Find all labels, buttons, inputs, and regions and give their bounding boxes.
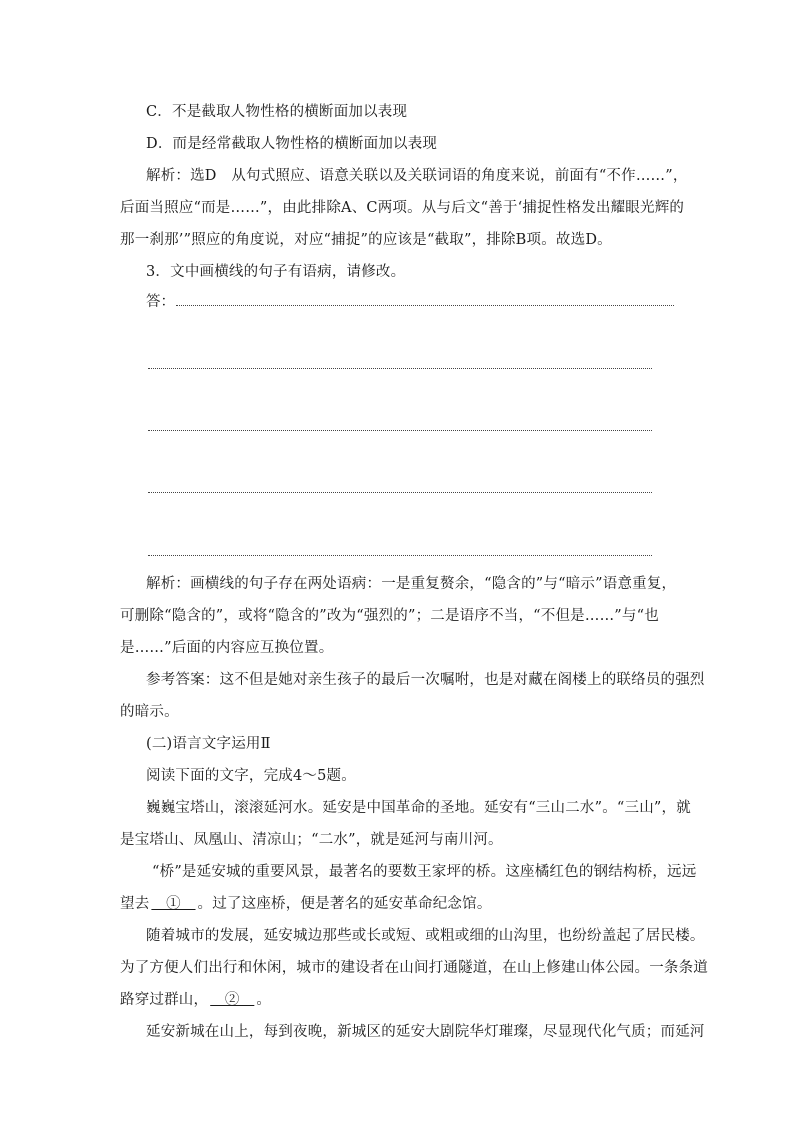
para4-line-1: 延安新城在山上，每到夜晚，新城区的延安大剧院华灯璀璨，尽显现代化气质；而延河 xyxy=(146,1024,705,1040)
answer-line-2[interactable] xyxy=(148,368,652,369)
blank-2[interactable]: ② xyxy=(210,992,255,1008)
reference-answer-line-2: 的暗示。 xyxy=(120,704,179,720)
para1-line-2: 是宝塔山、凤凰山、清凉山；“二水”，就是延河与南川河。 xyxy=(120,832,503,848)
answer-line-4[interactable] xyxy=(148,492,652,493)
q2-analysis-line-1: 解析：选D 从句式照应、语意关联以及关联词语的角度来说，前面有“不作……”， xyxy=(146,168,688,184)
para2-line-2 xyxy=(120,894,680,914)
reading-instruction: 阅读下面的文字，完成4～5题。 xyxy=(146,768,356,784)
answer-line-3[interactable] xyxy=(148,430,652,431)
q3-analysis-line-1: 解析：画横线的句子存在两处语病：一是重复赘余，“隐含的”与“暗示”语意重复， xyxy=(146,576,677,592)
para1-line-1: 巍巍宝塔山，滚滚延河水。延安是中国革命的圣地。延安有“三山二水”。“三山”，就 xyxy=(146,800,691,816)
para3-line-3 xyxy=(120,990,680,1010)
answer-line-1[interactable] xyxy=(176,305,674,306)
para3-line-3-end: 。 xyxy=(256,992,272,1008)
answer-line-5[interactable] xyxy=(148,555,652,556)
para3-line-1: 随着城市的发展，延安城边那些或长或短、或粗或细的山沟里，也纷纷盖起了居民楼。 xyxy=(146,928,705,944)
para2-line-2-start: 望去 xyxy=(120,896,150,912)
section-title: (二)语言文字运用Ⅱ xyxy=(146,736,271,752)
reference-answer-line-1: 参考答案：这不但是她对亲生孩子的最后一次嘱咐，也是对藏在阁楼上的联络员的强烈 xyxy=(146,672,705,688)
blank-1[interactable]: ① xyxy=(151,896,196,912)
para3-line-2: 为了方便人们出行和休闲，城市的建设者在山间打通隧道，在山上修建山体公园。一条条道 xyxy=(120,960,708,976)
q3-prompt: 3．文中画横线的句子有语病，请修改。 xyxy=(146,264,406,280)
para3-line-3-start: 路穿过群山， xyxy=(120,992,209,1008)
option-c: C．不是截取人物性格的横断面加以表现 xyxy=(146,104,408,120)
q3-analysis-line-3: 是……”后面的内容应互换位置。 xyxy=(120,640,334,656)
para2-line-2-end: 。过了这座桥，便是著名的延安革命纪念馆。 xyxy=(197,896,492,912)
q2-analysis-line-2: 后面当照应“而是……”，由此排除A、C两项。从与后文“善于‘捕捉性格发出耀眼光辉的 xyxy=(120,200,685,216)
answer-label: 答： xyxy=(146,294,175,310)
para2-line-1: “桥”是延安城的重要风景，最著名的要数王家坪的桥。这座橘红色的钢结构桥，远远 xyxy=(152,864,697,880)
q2-analysis-line-3: 那一刹那’”照应的角度说，对应“捕捉”的应该是“截取”，排除B项。故选D。 xyxy=(120,232,612,248)
q3-analysis-line-2: 可删除“隐含的”，或将“隐含的”改为“强烈的”；二是语序不当，“不但是……”与“也 xyxy=(120,608,659,624)
option-d: D．而是经常截取人物性格的横断面加以表现 xyxy=(146,136,438,152)
